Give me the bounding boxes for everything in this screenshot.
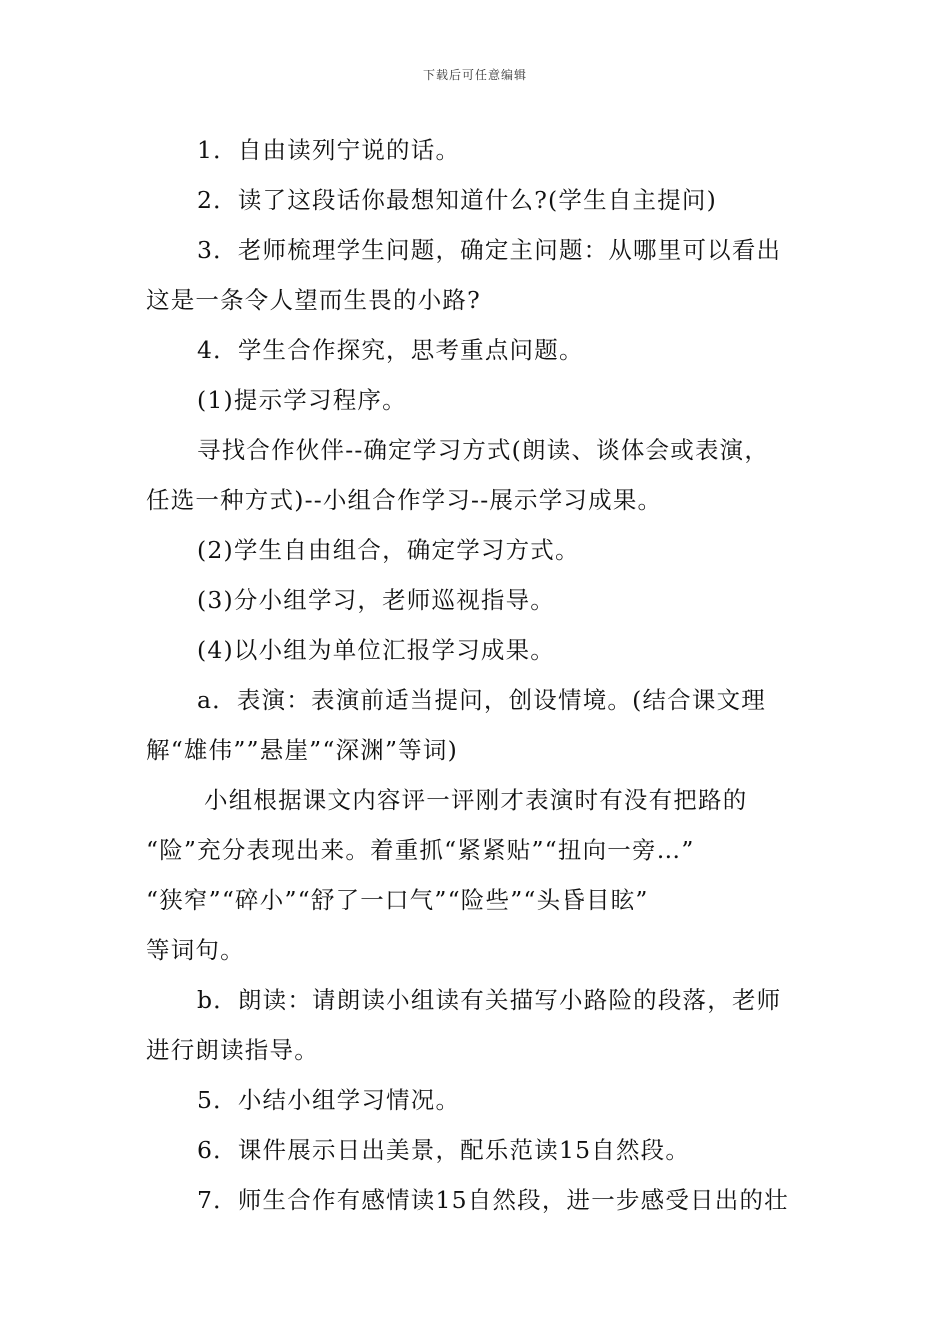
paragraph-line: “险”充分表现出来。着重抓“紧紧贴”“扭向一旁…” [146,836,695,864]
paragraph-line: 3．老师梳理学生问题，确定主问题：从哪里可以看出 [197,236,782,264]
paragraph-line: b．朗读：请朗读小组读有关描写小路险的段落，老师 [197,986,782,1014]
paragraph-line: 7．师生合作有感情读15自然段，进一步感受日出的壮 [197,1186,789,1214]
page-header: 下载后可任意编辑 [422,68,527,82]
paragraph-line: (3)分小组学习，老师巡视指导。 [197,586,555,614]
paragraph-line: 寻找合作伙伴--确定学习方式(朗读、谈体会或表演， [197,436,770,464]
paragraph-line: 等词句。 [146,936,245,964]
paragraph-line: 解“雄伟””悬崖”“深渊”等词) [146,736,458,764]
paragraph-line: 4．学生合作探究，思考重点问题。 [197,336,584,364]
paragraph-line: 这是一条令人望而生畏的小路? [146,286,481,314]
paragraph-line: 小组根据课文内容评一评刚才表演时有没有把路的 [204,786,748,814]
paragraph-line: 任选一种方式)--小组合作学习--展示学习成果。 [146,486,663,514]
paragraph-line: 进行朗读指导。 [146,1036,319,1064]
paragraph-line: 1．自由读列宁说的话。 [197,136,461,164]
paragraph-line: (4)以小组为单位汇报学习成果。 [197,636,555,664]
paragraph-line: 2．读了这段话你最想知道什么?(学生自主提问) [197,186,717,214]
paragraph-line: a．表演：表演前适当提问，创设情境。(结合课文理 [197,686,766,714]
paragraph-line: “狭窄”“碎小”“舒了一口气”“险些”“头昏目眩” [146,886,649,914]
paragraph-line: 6．课件展示日出美景，配乐范读15自然段。 [197,1136,691,1164]
paragraph-line: (2)学生自由组合，确定学习方式。 [197,536,580,564]
paragraph-line: (1)提示学习程序。 [197,386,407,414]
paragraph-line: 5．小结小组学习情况。 [197,1086,461,1114]
